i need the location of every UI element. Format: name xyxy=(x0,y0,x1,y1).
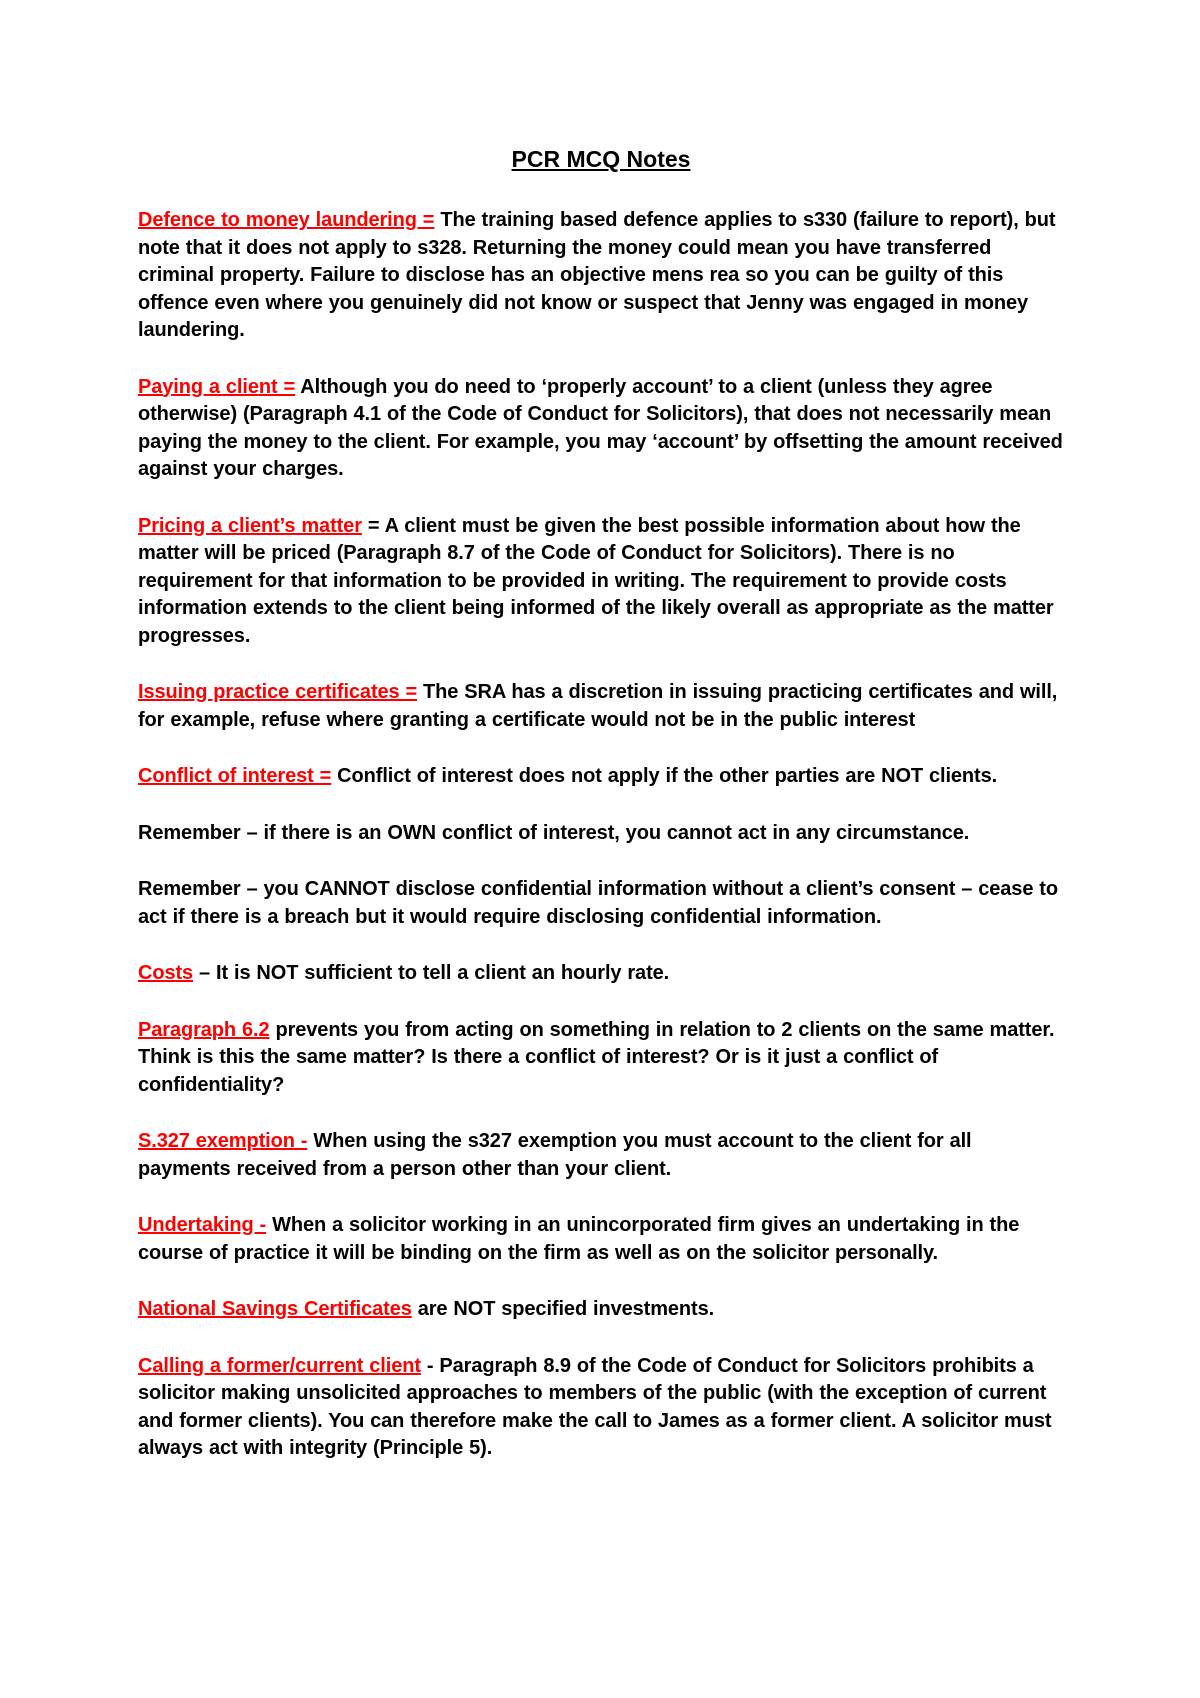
paragraph xyxy=(138,513,1064,651)
paragraph-body: Remember – if there is an OWN conflict of interest, you cannot act in any circumstance. xyxy=(138,821,970,844)
paragraph-body: When a solicitor working in an unincorporated firm gives an undertaking in the course of practice it will be binding on the firm as well as on the solicitor personally. xyxy=(138,1214,1020,1264)
paragraph xyxy=(138,1017,1064,1100)
document-body xyxy=(138,207,1064,1463)
paragraph xyxy=(138,763,1064,791)
paragraph-body: are NOT specified investments. xyxy=(411,1298,715,1320)
paragraph xyxy=(138,1212,1064,1267)
paragraph xyxy=(138,679,1064,734)
paragraph-body: Remember – you CANNOT disclose confidential information without a client’s consent – cease to act if there is a breach but it would require disclosing confidential information. xyxy=(138,878,1058,928)
paragraph xyxy=(138,820,1064,848)
paragraph-lead: Costs xyxy=(138,962,194,984)
paragraph xyxy=(138,1296,1064,1324)
paragraph-lead: Paragraph 6.2 xyxy=(138,1018,270,1041)
paragraph-lead: Conflict of interest = xyxy=(138,765,332,787)
paragraph-body: The training based defence applies to s330 (failure to report), but note that it does not apply to s328. Returning the money could mean you have transferred criminal property. Failure to disclose has an objective mens rea so you can be guilty of this offence even where you genuinely did not know or suspect that Jenny was engaged in money laundering. xyxy=(138,209,1056,341)
paragraph-lead: Issuing practice certificates = xyxy=(138,681,418,703)
paragraph-lead: Undertaking - xyxy=(138,1214,267,1236)
paragraph-lead: S.327 exemption - xyxy=(138,1130,308,1152)
paragraph-lead: Paying a client = xyxy=(138,375,296,398)
paragraph-body: Although you do need to ‘properly account’ to a client (unless they agree otherwise) (Paragraph 4.1 of the Code of Conduct for Solicitors), that does not necessarily mean paying the money to the client. For example, you may ‘account’ by offsetting the amount received against your charges. xyxy=(138,375,1063,480)
paragraph-lead: Pricing a client’s matter xyxy=(138,514,362,537)
paragraph-body: prevents you from acting on something in relation to 2 clients on the same matter. Think is this the same matter? Is there a conflict of interest? Or is it just a conflict of confidentiality? xyxy=(138,1018,1055,1096)
paragraph-lead: National Savings Certificates xyxy=(138,1298,412,1320)
paragraph-body: – It is NOT sufficient to tell a client an hourly rate. xyxy=(193,962,670,984)
paragraph-lead: Defence to money laundering = xyxy=(138,209,435,231)
paragraph xyxy=(138,960,1064,988)
paragraph xyxy=(138,876,1064,931)
paragraph xyxy=(138,207,1064,345)
page-title: PCR MCQ Notes xyxy=(511,146,691,172)
paragraph-body: = A client must be given the best possible information about how the matter will be priced (Paragraph 8.7 of the Code of Conduct for Solicitors). There is no requirement for that information to be provided in writing. The requirement to provide costs information extends to the client being informed of the likely overall as appropriate as the matter progresses. xyxy=(138,514,1054,647)
paragraph-body: The SRA has a discretion in issuing practicing certificates and will, for example, refuse where granting a certificate would not be in the public interest xyxy=(138,681,1058,731)
paragraph xyxy=(138,1128,1064,1183)
paragraph xyxy=(138,1353,1064,1463)
paragraph-body: Conflict of interest does not apply if the other parties are NOT clients. xyxy=(331,765,998,787)
paragraph-body: - Paragraph 8.9 of the Code of Conduct for Solicitors prohibits a solicitor making unsolicited approaches to members of the public (with the exception of current and former clients). You can therefore make the call to James as a former client. A solicitor must always act with integrity (Principle 5). xyxy=(138,1354,1052,1459)
paragraph-lead: Calling a former/current client xyxy=(138,1354,421,1377)
paragraph-body: When using the s327 exemption you must account to the client for all payments received from a person other than your client. xyxy=(138,1130,972,1180)
paragraph xyxy=(138,374,1064,484)
